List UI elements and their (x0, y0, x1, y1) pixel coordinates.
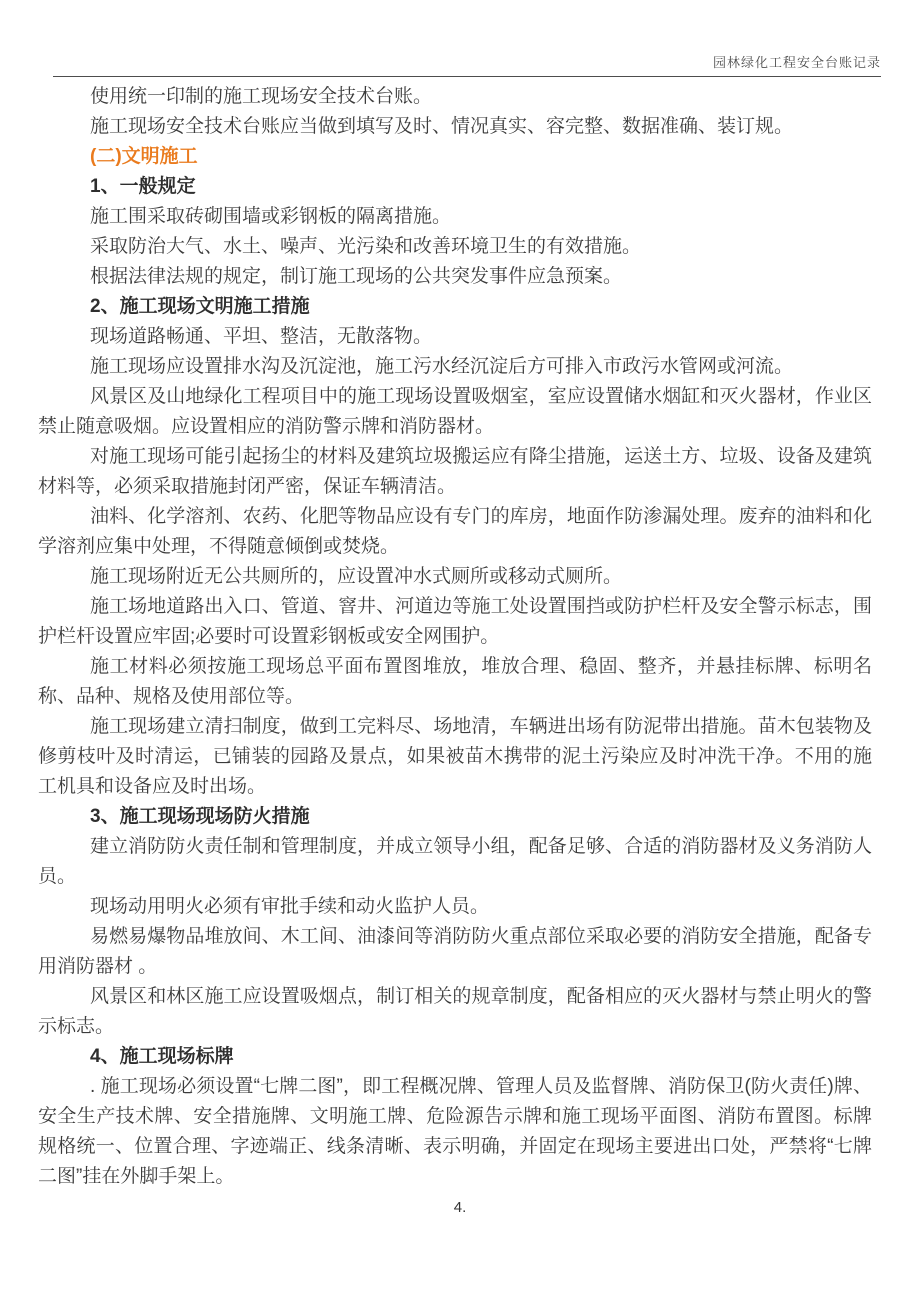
page-header (53, 54, 881, 77)
section-heading: 3、施工现场现场防火措施 (90, 806, 310, 827)
paragraph: 施工现场建立清扫制度，做到工完料尽、场地清，车辆进出场有防泥带出措施。苗木包装物及修剪枝叶及时清运，已铺装的园路及景点，如果被苗木携带的泥土污染应及时冲洗干净。不用的施工机具和设备应及时出场。 (38, 716, 872, 797)
paragraph: 施工现场附近无公共厕所的，应设置冲水式厕所或移动式厕所。 (90, 566, 623, 587)
paragraph: 施工围采取砖砌围墙或彩钢板的隔离措施。 (90, 206, 452, 227)
paragraph: 施工场地道路出入口、管道、窨井、河道边等施工处设置围挡或防护栏杆及安全警示标志，围护栏杆设置应牢固;必要时可设置彩钢板或安全网围护。 (38, 596, 872, 647)
page-footer (0, 1199, 920, 1216)
paragraph: 现场道路畅通、平坦、整洁，无散落物。 (90, 326, 433, 347)
paragraph: 现场动用明火必须有审批手续和动火监护人员。 (90, 896, 490, 917)
paragraph: 易燃易爆物品堆放间、木工间、油漆间等消防防火重点部位采取必要的消防安全措施，配备专用消防器材 。 (38, 926, 872, 977)
section-heading: (二)文明施工 (90, 146, 198, 167)
page-number: 4. (453, 1199, 467, 1216)
paragraph: 根据法律法规的规定，制订施工现场的公共突发事件应急预案。 (90, 266, 623, 287)
paragraph: 施工材料必须按施工现场总平面布置图堆放，堆放合理、稳固、整齐，并悬挂标牌、标明名称、品种、规格及使用部位等。 (38, 656, 872, 707)
header-title: 园林绿化工程安全台账记录 (712, 55, 881, 70)
paragraph: 风景区及山地绿化工程项目中的施工现场设置吸烟室，室应设置储水烟缸和灭火器材，作业区禁止随意吸烟。应设置相应的消防警示牌和消防器材。 (38, 386, 872, 437)
document-body (38, 82, 872, 1192)
paragraph: 采取防治大气、水土、噪声、光污染和改善环境卫生的有效措施。 (90, 236, 642, 257)
paragraph: 施工现场安全技术台账应当做到填写及时、情况真实、容完整、数据准确、装订规。 (90, 116, 794, 137)
paragraph: 对施工现场可能引起扬尘的材料及建筑垃圾搬运应有降尘措施，运送土方、垃圾、设备及建筑材料等，必须采取措施封闭严密，保证车辆清洁。 (38, 446, 872, 497)
paragraph: 施工现场应设置排水沟及沉淀池，施工污水经沉淀后方可排入市政污水管网或河流。 (90, 356, 794, 377)
section-heading: 2、施工现场文明施工措施 (90, 296, 310, 317)
paragraph: 风景区和林区施工应设置吸烟点，制订相关的规章制度，配备相应的灭火器材与禁止明火的警示标志。 (38, 986, 872, 1037)
paragraph: 建立消防防火责任制和管理制度，并成立领导小组，配备足够、合适的消防器材及义务消防人员。 (38, 836, 872, 887)
section-heading: 1、一般规定 (90, 176, 196, 197)
section-heading: 4、施工现场标牌 (90, 1046, 234, 1067)
paragraph: 油料、化学溶剂、农药、化肥等物品应设有专门的库房，地面作防渗漏处理。废弃的油料和化学溶剂应集中处理，不得随意倾倒或焚烧。 (38, 506, 872, 557)
paragraph: . 施工现场必须设置“七牌二图”，即工程概况牌、管理人员及监督牌、消防保卫(防火责任)牌、安全生产技术牌、安全措施牌、文明施工牌、危险源告示牌和施工现场平面图、消防布置图。标牌规格统一、位置合理、字迹端正、线条清晰、表示明确，并固定在现场主要进出口处，严禁将“七牌二图”挂在外脚手架上。 (38, 1076, 872, 1187)
paragraph: 使用统一印制的施工现场安全技术台账。 (90, 86, 433, 107)
